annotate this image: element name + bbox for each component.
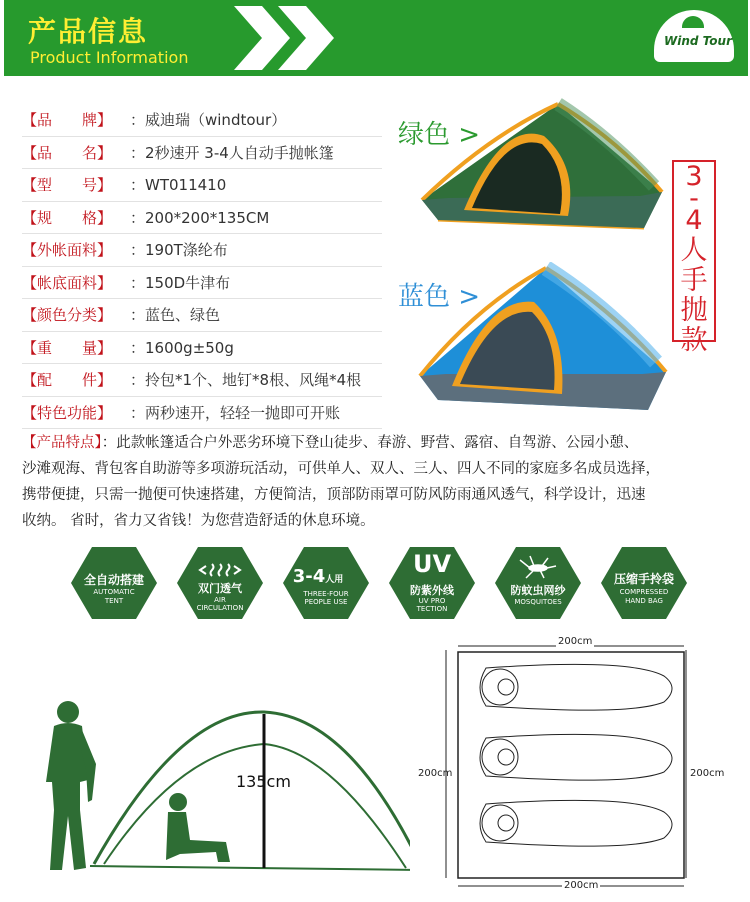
spec-value: ：拎包*1个、地钉*8根、风绳*4根 <box>130 371 362 390</box>
spec-row <box>22 267 382 300</box>
spec-label: 【品 牌】 <box>22 111 113 130</box>
uv-protection-badge: UV 防紫外线 UV PRO TECTION <box>388 546 476 620</box>
features-line: 沙滩观海、背包客自助游等多项游玩活动，可供单人、双人、三人、四人不同的家庭多名成员选择， <box>22 461 660 477</box>
spec-value: ：2秒速开 3-4人自动手抛帐篷 <box>130 143 334 162</box>
bottom-width-label: 200cm <box>564 880 599 891</box>
spec-row <box>22 397 382 430</box>
features-line: 携带便捷，只需一抛便可快速搭建，方便简洁，顶部防雨罩可防风防雨通风透气，科学设计，迅速 <box>22 487 646 503</box>
header-title-en: Product Information <box>30 48 189 67</box>
features-line: 收纳。 省时，省力又省钱！为您营造舒适的休息环境。 <box>22 513 375 529</box>
left-depth-label: 200cm <box>418 768 453 779</box>
spec-label: 【帐底面料】 <box>22 273 113 292</box>
spec-value: ：150D牛津布 <box>130 273 231 292</box>
sitting-person-silhouette <box>166 793 230 862</box>
blue-color-label: 蓝色 > <box>398 282 481 312</box>
brand-logo <box>654 10 734 62</box>
spec-row <box>22 104 382 137</box>
spec-value: ：威迪瑞（windtour） <box>130 111 287 130</box>
spec-label: 【特色功能】 <box>22 403 113 422</box>
standing-person-silhouette <box>46 701 96 870</box>
three-four-people-badge: 3-4人用 THREE-FOUR PEOPLE USE <box>282 546 370 620</box>
spec-value: ：WT011410 <box>130 176 227 195</box>
sleeping-bag-icon <box>480 800 672 846</box>
compressed-hand-bag-badge: 压缩手拎袋 COMPRESSED HAND BAG <box>600 546 688 620</box>
feature-icons-row <box>70 546 690 620</box>
header-title-cn: 产品信息 <box>28 15 149 48</box>
spec-table <box>22 104 382 429</box>
green-color-label: 绿色 > <box>398 120 481 150</box>
features-paragraph <box>22 430 742 534</box>
spec-value: ：蓝色、绿色 <box>130 306 221 325</box>
spec-label: 【品 名】 <box>22 143 113 162</box>
spec-label: 【外帐面料】 <box>22 241 113 260</box>
spec-row <box>22 137 382 170</box>
spec-row <box>22 364 382 397</box>
features-line: ：此款帐篷适合户外恶劣环境下登山徒步、春游、野营、露宿、自驾游、公园小憩、 <box>101 435 639 451</box>
mosquito-net-badge: 防蚊虫网纱 MOSQUITOES <box>494 546 582 620</box>
air-circulation-badge: 双门透气 AIR CIRCULATION <box>176 546 264 620</box>
green-tent-image <box>418 96 668 232</box>
spec-row <box>22 234 382 267</box>
tent-top-view-diagram <box>440 640 690 890</box>
spec-value: ：200*200*135CM <box>130 208 270 227</box>
tent-side-view-diagram <box>30 690 410 880</box>
spec-label: 【颜色分类】 <box>22 306 113 325</box>
sleeping-bag-icon <box>480 664 672 710</box>
features-label: 【产品特点】 <box>22 435 102 451</box>
header-banner <box>4 0 748 76</box>
sleeping-bag-icon <box>480 734 672 780</box>
spec-value: ：1600g±50g <box>130 338 234 357</box>
spec-row <box>22 299 382 332</box>
logo-text: Wind Tour <box>664 34 733 48</box>
logo-sun-icon <box>682 16 704 28</box>
spec-label: 【配 件】 <box>22 371 113 390</box>
vertical-capacity-label: 3 - 4 人 手 抛 款 <box>672 160 716 342</box>
spec-label: 【型 号】 <box>22 176 113 195</box>
spec-value: ：两秒速开，轻轻一抛即可开账 <box>130 403 341 422</box>
spec-label: 【规 格】 <box>22 208 113 227</box>
spec-row <box>22 332 382 365</box>
right-depth-label: 200cm <box>690 768 725 779</box>
automatic-tent-badge: 全自动搭建 AUTOMATIC TENT <box>70 546 158 620</box>
spec-label: 【重 量】 <box>22 338 113 357</box>
chevron-arrows-icon <box>226 4 346 72</box>
height-dimension-label: 135cm <box>236 772 291 791</box>
spec-value: ：190T涤纶布 <box>130 241 228 260</box>
spec-row <box>22 169 382 202</box>
blue-tent-image <box>416 262 670 416</box>
spec-row <box>22 202 382 235</box>
top-width-label: 200cm <box>558 636 593 647</box>
